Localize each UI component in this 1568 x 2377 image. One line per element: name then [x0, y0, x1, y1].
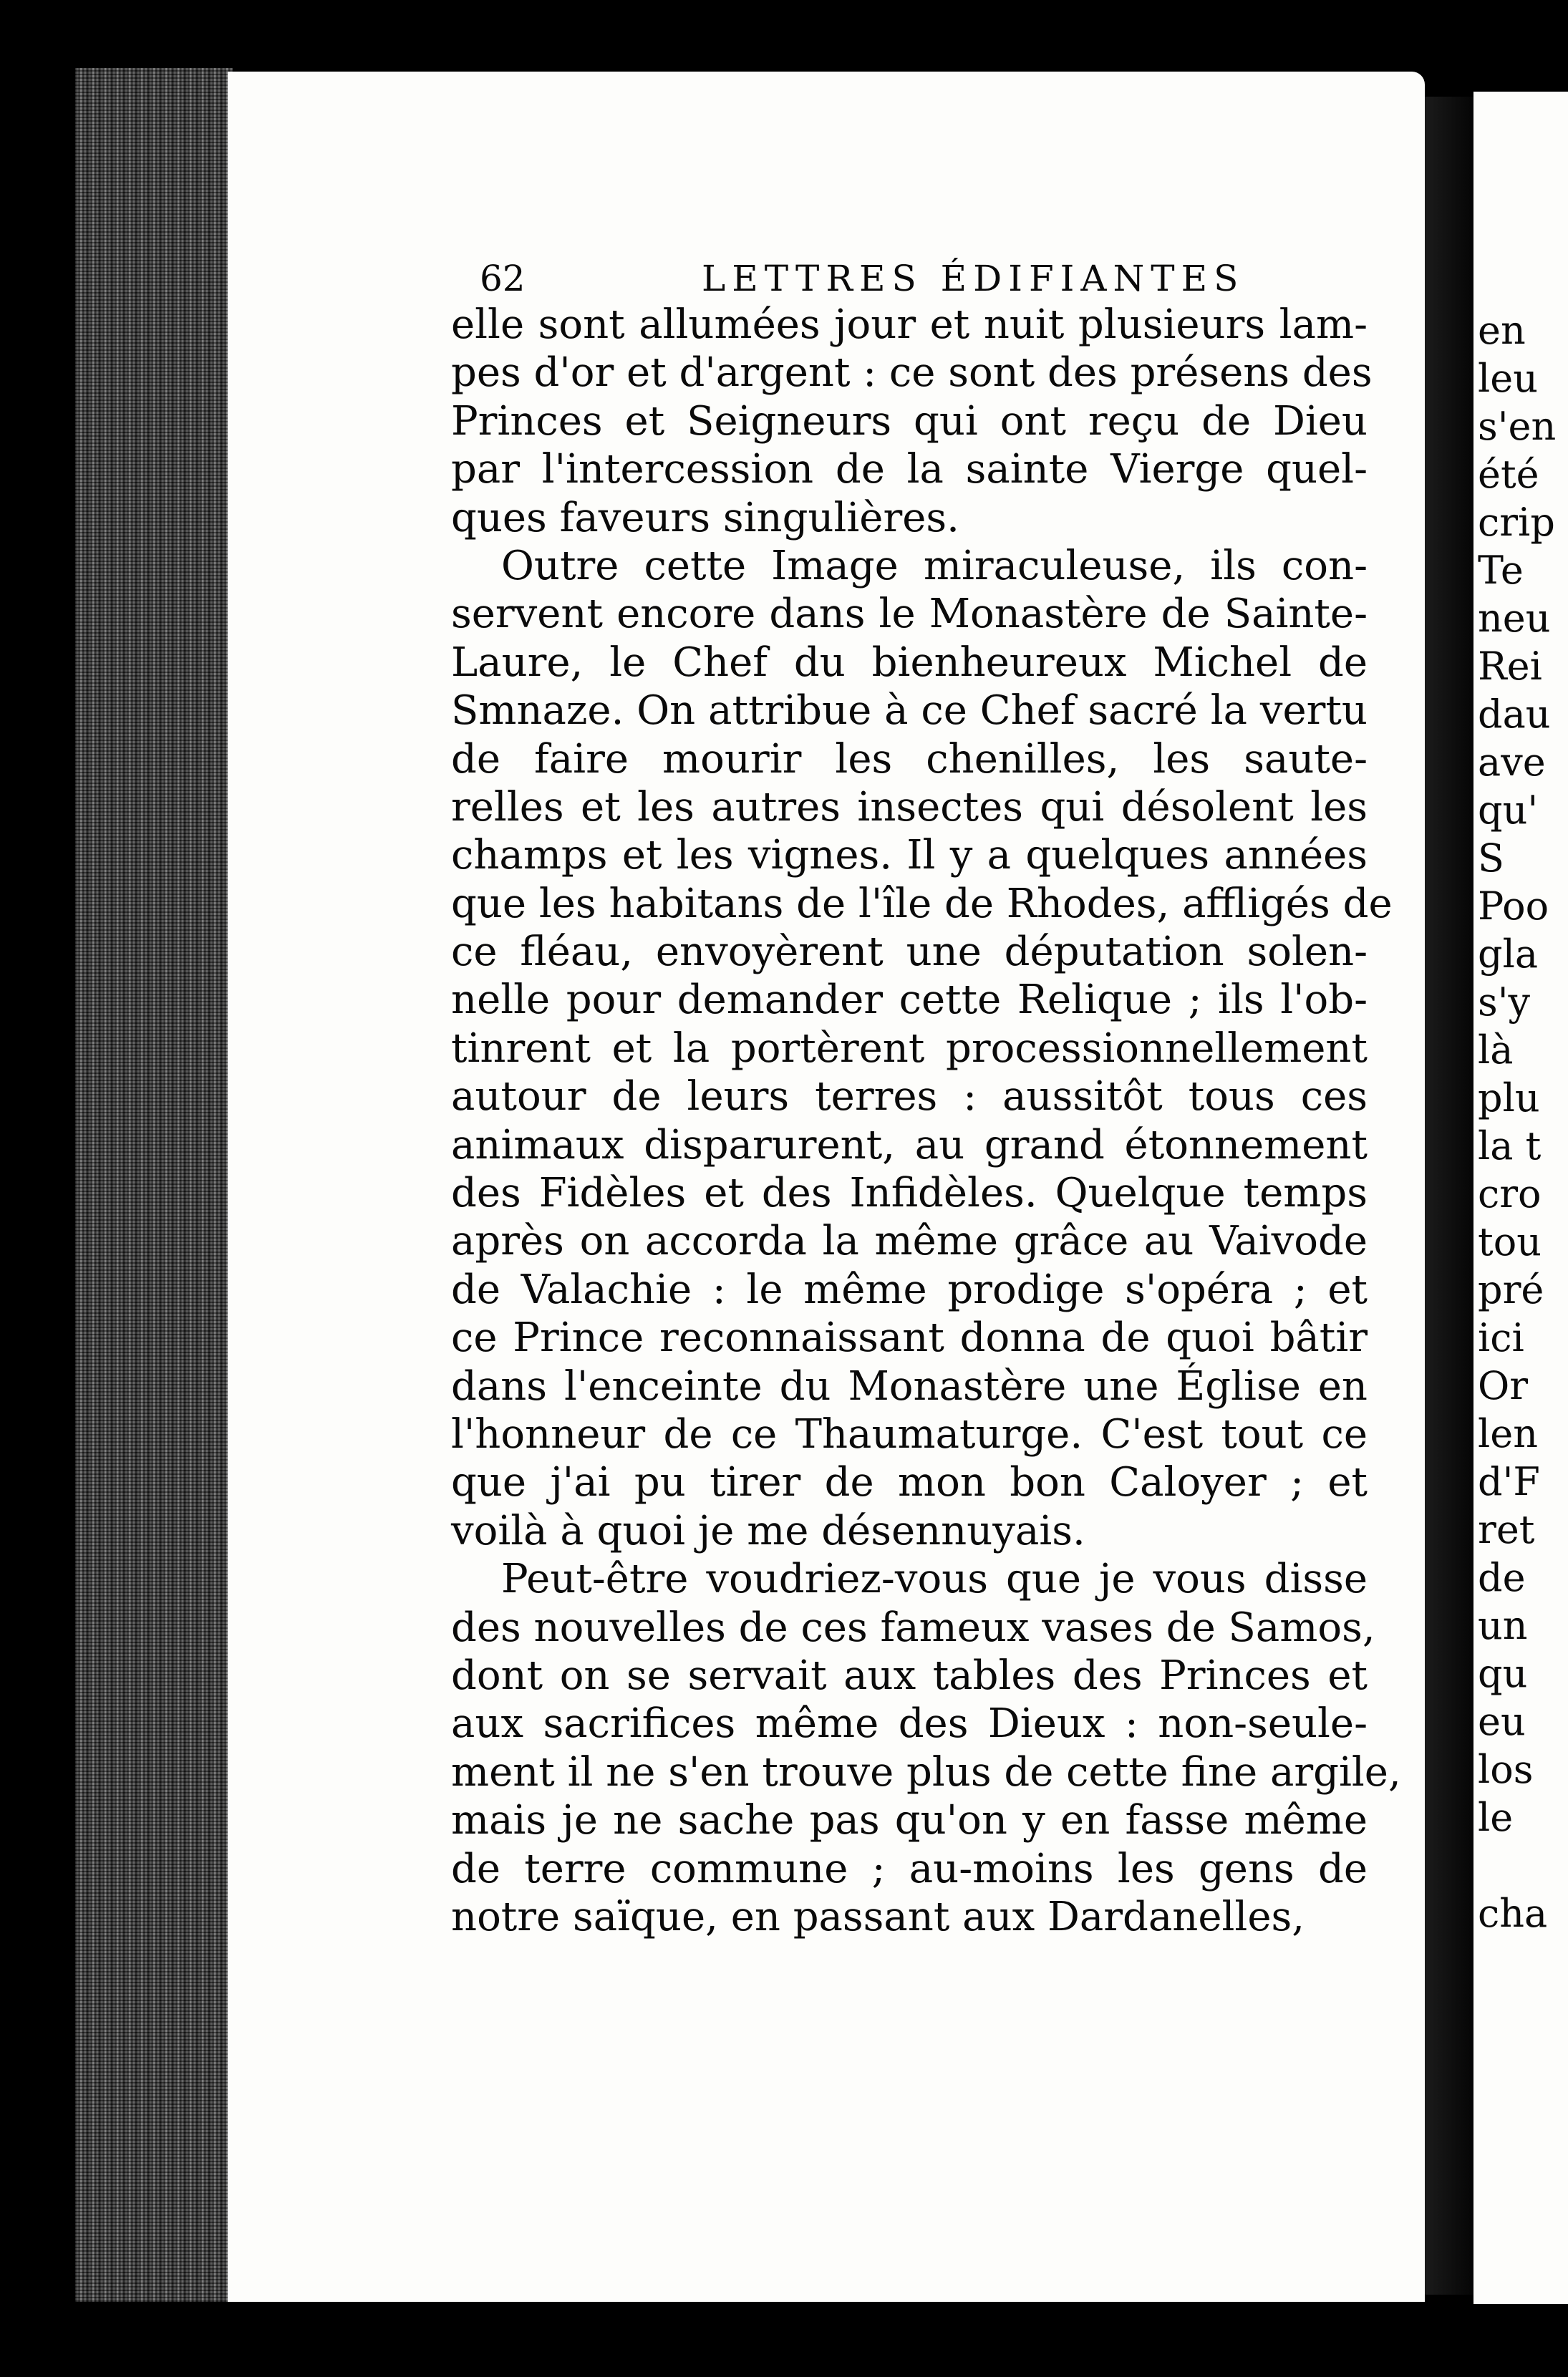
text-line: Smnaze. On attribue à ce Chef sacré la vertu	[451, 687, 1368, 735]
text-line: de faire mourir les chenilles, les saute-	[451, 735, 1368, 783]
right-page-fragment: pré	[1478, 1267, 1544, 1312]
right-page-fragment: Te	[1478, 548, 1524, 593]
right-page-fragment: un	[1478, 1603, 1528, 1648]
text-line: Laure, le Chef du bienheureux Michel de	[451, 639, 1368, 686]
text-line: servent encore dans le Monastère de Sainte-	[451, 591, 1368, 638]
text-line: relles et les autres insectes qui désolent les	[451, 783, 1368, 831]
right-page-fragment: ret	[1478, 1507, 1535, 1552]
right-page-fragment: gla	[1478, 931, 1539, 977]
right-page-fragment: dau	[1478, 692, 1551, 737]
right-page-fragment: été	[1478, 452, 1539, 497]
right-page-fragment: plu	[1478, 1075, 1540, 1120]
right-page-fragment: qu	[1478, 1651, 1528, 1696]
text-line: animaux disparurent, au grand étonnement	[451, 1121, 1368, 1168]
right-page-fragment: los	[1478, 1747, 1534, 1792]
text-line: voilà à quoi je me désennuyais.	[451, 1507, 1085, 1554]
book-spine-edge	[75, 68, 233, 2302]
text-line: autour de leurs terres : aussitôt tous ces	[451, 1073, 1368, 1120]
right-page-fragment: neu	[1478, 596, 1551, 641]
text-line: Peut-être voudriez-vous que je vous disse	[501, 1556, 1368, 1603]
right-page-fragment: tou	[1478, 1219, 1542, 1264]
text-line: dont on se servait aux tables des Princes et	[451, 1652, 1368, 1699]
text-line: ce Prince reconnaissant donna de quoi bâtir	[451, 1315, 1368, 1362]
right-page-edge	[1473, 92, 1568, 2304]
right-page-fragment: de	[1478, 1555, 1526, 1600]
right-page-fragment: là	[1478, 1027, 1514, 1073]
right-page-fragment: len	[1478, 1411, 1539, 1456]
text-line: de terre commune ; au-moins les gens de	[451, 1845, 1368, 1892]
right-page-fragment: S	[1478, 836, 1504, 881]
running-title: LETTRES ÉDIFIANTES	[702, 258, 1245, 299]
right-page-fragment: cro	[1478, 1171, 1542, 1216]
text-line: l'honneur de ce Thaumaturge. C'est tout ce	[451, 1410, 1368, 1458]
text-line: nelle pour demander cette Relique ; ils l'ob-	[451, 977, 1368, 1024]
right-page-fragment: Or	[1478, 1363, 1529, 1408]
text-line: ment il ne s'en trouve plus de cette fine argile,	[451, 1748, 1401, 1796]
text-line: pes d'or et d'argent : ce sont des présens des	[451, 349, 1373, 397]
right-page-fragment: en	[1478, 308, 1526, 353]
text-line: que les habitans de l'île de Rhodes, affligés de	[451, 880, 1393, 927]
right-page-fragment: d'F	[1478, 1459, 1540, 1504]
right-page-fragment: qu'	[1478, 788, 1539, 833]
text-line: ce fléau, envoyèrent une députation solen-	[451, 929, 1368, 976]
text-line: par l'intercession de la sainte Vierge quel-	[451, 446, 1368, 493]
text-line: aux sacrifices même des Dieux : non-seule-	[451, 1700, 1368, 1748]
right-page-fragment: leu	[1478, 356, 1539, 401]
right-page-fragment: crip	[1478, 500, 1555, 545]
text-line: mais je ne sache pas qu'on y en fasse même	[451, 1797, 1368, 1844]
right-page-fragments	[1478, 306, 1556, 1937]
page-number: 62	[480, 258, 526, 299]
text-line: après on accorda la même grâce au Vaivode	[451, 1218, 1368, 1265]
right-page-fragment: Rei	[1478, 644, 1542, 689]
right-page-fragment: s'en	[1478, 404, 1557, 449]
right-page-fragment: Poo	[1478, 883, 1549, 929]
text-line: dans l'enceinte du Monastère une Église en	[451, 1362, 1368, 1410]
text-line: que j'ai pu tirer de mon bon Caloyer ; et	[451, 1459, 1368, 1506]
text-line: Outre cette Image miraculeuse, ils con-	[501, 542, 1368, 589]
page-body-text	[451, 301, 1401, 1941]
text-line: de Valachie : le même prodige s'opéra ; et	[451, 1266, 1368, 1313]
text-line: tinrent et la portèrent processionnellement	[451, 1025, 1368, 1072]
page-gutter	[1425, 97, 1473, 2295]
right-page-fragment: s'y	[1478, 979, 1531, 1025]
right-page-fragment: la t	[1478, 1123, 1542, 1168]
right-page-fragment: cha	[1478, 1891, 1548, 1936]
right-page-fragment: ave	[1478, 740, 1546, 785]
right-page-fragment	[1478, 1841, 1556, 1889]
text-line: notre saïque, en passant aux Dardanelles,	[451, 1893, 1305, 1940]
text-line: elle sont allumées jour et nuit plusieurs lam-	[451, 301, 1368, 348]
text-line: Princes et Seigneurs qui ont reçu de Dieu	[451, 397, 1368, 445]
right-page-fragment: eu	[1478, 1699, 1526, 1744]
text-line: des Fidèles et des Infidèles. Quelque temps	[451, 1170, 1368, 1217]
text-line: des nouvelles de ces fameux vases de Samos,	[451, 1604, 1375, 1651]
right-page-fragment: ici	[1478, 1315, 1524, 1360]
text-line: champs et les vignes. Il y a quelques années	[451, 832, 1368, 879]
right-page-fragment: le	[1478, 1795, 1514, 1840]
text-line: ques faveurs singulières.	[451, 494, 959, 541]
